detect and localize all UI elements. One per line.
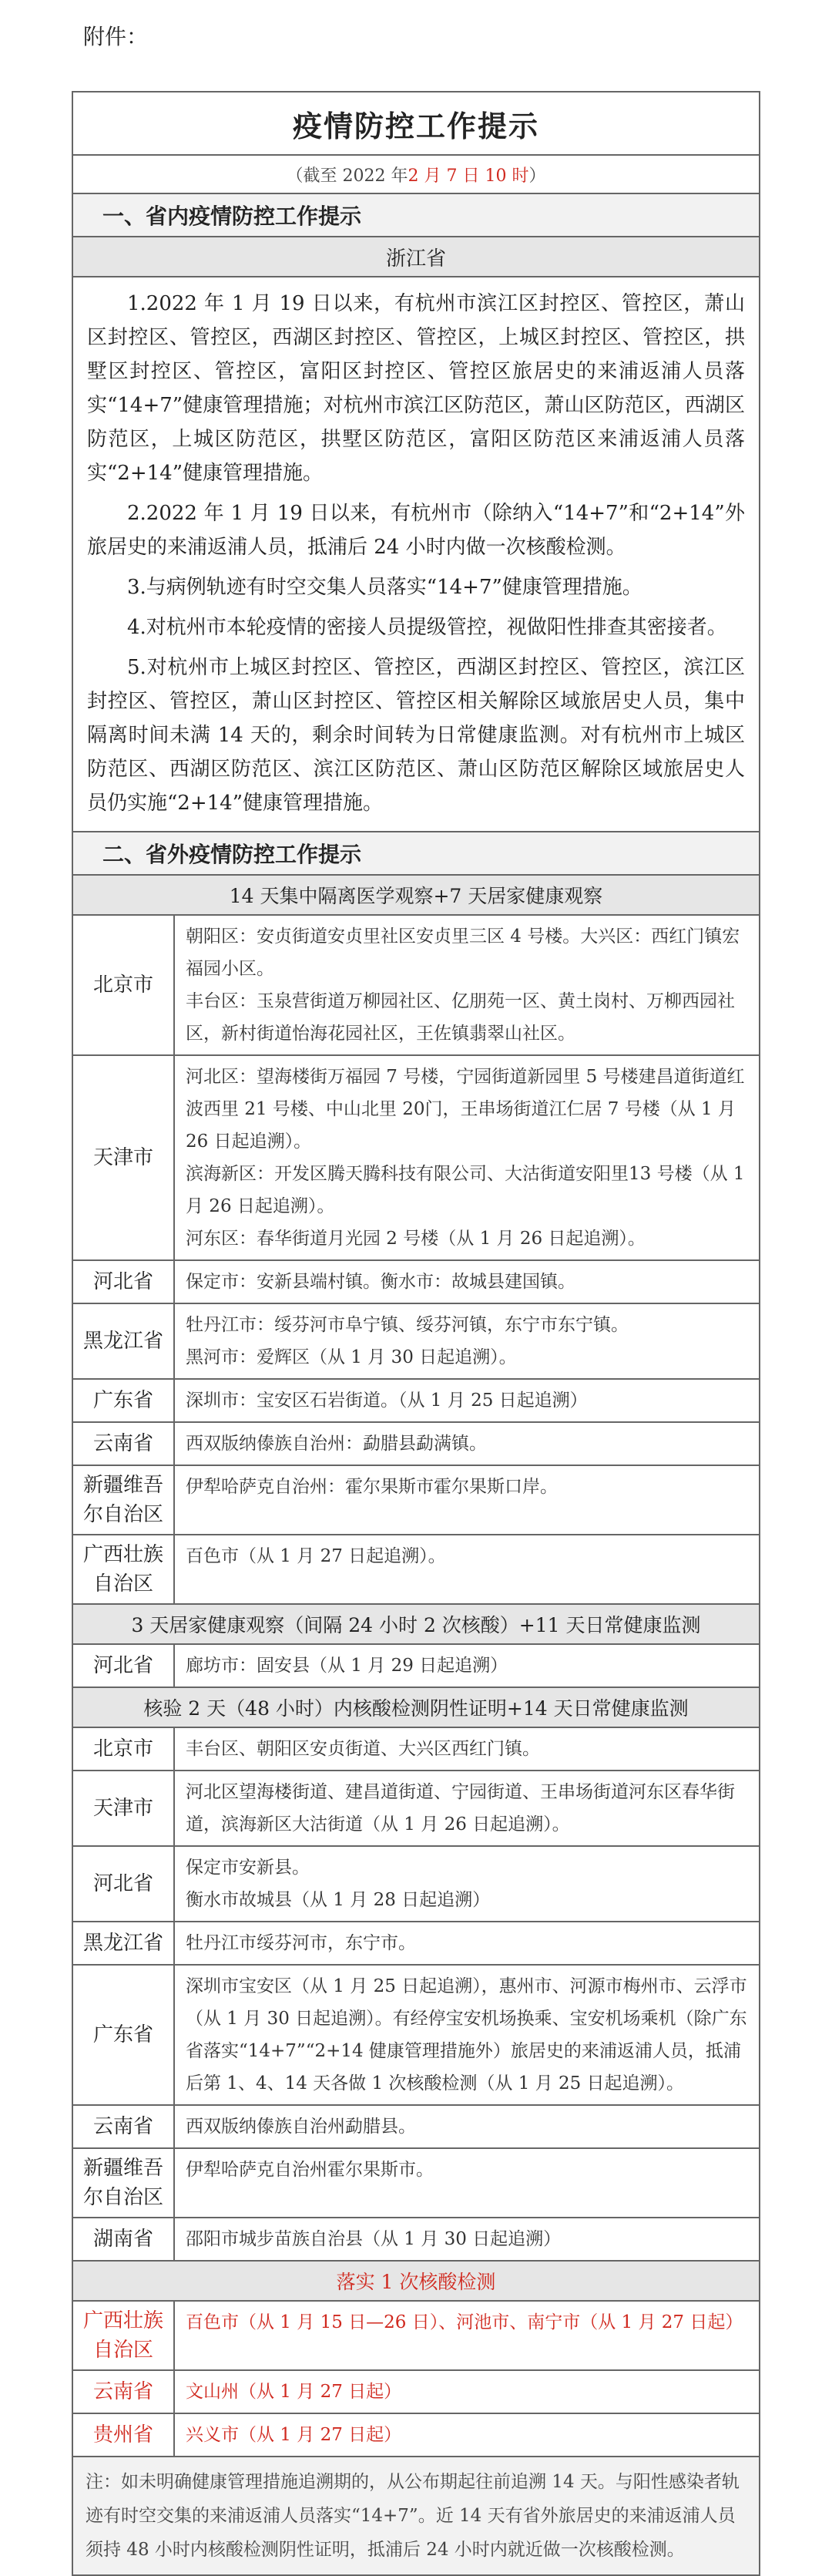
category-3-rows xyxy=(73,1728,759,2262)
footnote: 注：如未明确健康管理措施追溯期的，从公布期起往前追溯 14 天。与阳性感染者轨迹有时空交集的来浦返浦人员落实“14+7”。近 14 天有省外旅居史的来浦返浦人员须持 48 小时内核酸检测阴性证明，抵浦后 24 小时内就近做一次核酸检测。 xyxy=(73,2457,759,2574)
detail-line: 牡丹江市绥芬河市，东宁市。 xyxy=(186,1933,416,1953)
region-name: 河北省 xyxy=(73,1261,175,1303)
table-row xyxy=(73,1423,759,1466)
table-row xyxy=(73,1056,759,1261)
province-heading: 浙江省 xyxy=(73,237,759,277)
region-detail xyxy=(175,2414,759,2456)
category-4-rows xyxy=(73,2302,759,2457)
detail-line: 保定市：安新县端村镇。衡水市：故城县建国镇。 xyxy=(186,1272,575,1292)
table-row xyxy=(73,1966,759,2106)
detail-line: 深圳市宝安区（从 1 月 25 日起追溯），惠州市、河源市梅州市、云浮市（从 1 月 30 日起追溯）。有经停宝安机场换乘、宝安机场乘机（除广东省落实“14+7”“2+14 健康管理措施外）旅居史的来浦返浦人员，抵浦后第 1、4、14 天各做 1 次核酸检测（从 1 月 25 日起追溯）。 xyxy=(186,1976,747,2093)
detail-line: 邵阳市城步苗族自治县（从 1 月 30 日起追溯） xyxy=(186,2229,562,2249)
category-3-heading: 核验 2 天（48 小时）内核酸检测阴性证明+14 天日常健康监测 xyxy=(73,1688,759,1728)
paragraph-2: 2.2022 年 1 月 19 日以来，有杭州市（除纳入“14+7”和“2+14”外旅居史的来浦返浦人员，抵浦后 24 小时内做一次核酸检测。 xyxy=(87,502,745,559)
table-row xyxy=(73,2218,759,2262)
detail-line: 滨海新区：开发区腾天腾科技有限公司、大沽街道安阳里13 号楼（从 1 月 26 日起追溯）。 xyxy=(186,1164,745,1216)
region-name: 河北省 xyxy=(73,1645,175,1687)
detail-line: 牡丹江市：绥芬河市阜宁镇、绥芬河镇，东宁市东宁镇。 xyxy=(186,1315,629,1335)
region-detail xyxy=(175,1771,759,1845)
category-1-rows xyxy=(73,916,759,1605)
table-row xyxy=(73,1771,759,1847)
region-detail xyxy=(175,2106,759,2147)
region-detail xyxy=(175,1922,759,1964)
region-detail xyxy=(175,1056,759,1259)
section1-heading: 一、省内疫情防控工作提示 xyxy=(73,194,759,237)
region-name: 黑龙江省 xyxy=(73,1304,175,1378)
region-name: 天津市 xyxy=(73,1056,175,1259)
region-name: 新疆维吾尔自治区 xyxy=(73,2149,175,2217)
section2-heading: 二、省外疫情防控工作提示 xyxy=(73,832,759,876)
detail-line: 河北区望海楼街道、建昌道街道、宁园街道、王串场街道河东区春华街道，滨海新区大沽街道（从 1 月 26 日起追溯）。 xyxy=(186,1782,735,1834)
table-row xyxy=(73,1847,759,1922)
detail-line: 丰台区、朝阳区安贞街道、大兴区西红门镇。 xyxy=(186,1739,540,1759)
detail-line: 西双版纳傣族自治州：勐腊县勐满镇。 xyxy=(186,1434,487,1454)
region-detail xyxy=(175,2149,759,2217)
detail-line: 百色市（从 1 月 15 日—26 日）、河池市、南宁市（从 1 月 27 日起） xyxy=(186,2312,743,2332)
detail-line: 深圳市：宝安区石岩街道。（从 1 月 25 日起追溯） xyxy=(186,1391,588,1411)
section1-paragraphs xyxy=(73,277,759,832)
region-detail xyxy=(175,1535,759,1603)
region-name: 天津市 xyxy=(73,1771,175,1845)
region-name: 贵州省 xyxy=(73,2414,175,2456)
detail-line: 百色市（从 1 月 27 日起追溯）。 xyxy=(186,1546,446,1566)
region-name: 云南省 xyxy=(73,2371,175,2413)
region-name: 广西壮族自治区 xyxy=(73,2302,175,2369)
table-row xyxy=(73,1261,759,1304)
region-detail xyxy=(175,1966,759,2104)
region-detail xyxy=(175,2218,759,2260)
table-row xyxy=(73,1922,759,1966)
notice-table xyxy=(72,91,760,2576)
category-4-heading: 落实 1 次核酸检测 xyxy=(73,2262,759,2302)
region-detail xyxy=(175,1847,759,1921)
table-row xyxy=(73,916,759,1056)
detail-line: 伊犁哈萨克自治州：霍尔果斯市霍尔果斯口岸。 xyxy=(186,1477,558,1497)
detail-line: 伊犁哈萨克自治州霍尔果斯市。 xyxy=(186,2160,434,2180)
region-name: 广西壮族自治区 xyxy=(73,1535,175,1603)
table-row xyxy=(73,1304,759,1380)
date-suffix: ） xyxy=(528,166,546,186)
table-row xyxy=(73,2149,759,2218)
detail-line: 河北区：望海楼街万福园 7 号楼，宁园街道新园里 5 号楼建昌道街道红波西里 21 号楼、中山北里 20门，王串场街道江仁居 7 号楼（从 1 月 26 日起追溯）。 xyxy=(186,1067,745,1152)
table-row xyxy=(73,1728,759,1771)
paragraph-5: 5.对杭州市上城区封控区、管控区，西湖区封控区、管控区，滨江区封控区、管控区，萧山区封控区、管控区相关解除区域旅居史人员，集中隔离时间未满 14 天的，剩余时间转为日常健康监测。对有杭州市上城区防范区、西湖区防范区、滨江区防范区、萧山区防范区解除区域旅居史人员仍实施“2+14”健康管理措施。 xyxy=(87,656,745,815)
region-name: 黑龙江省 xyxy=(73,1922,175,1964)
region-detail xyxy=(175,916,759,1054)
table-row xyxy=(73,1466,759,1535)
detail-line: 文山州（从 1 月 27 日起） xyxy=(186,2382,402,2402)
region-detail xyxy=(175,1423,759,1465)
detail-line: 河东区：春华街道月光园 2 号楼（从 1 月 26 日起追溯）。 xyxy=(186,1229,646,1249)
detail-line: 兴义市（从 1 月 27 日起） xyxy=(186,2425,402,2445)
detail-line: 衡水市故城县（从 1 月 28 日起追溯） xyxy=(186,1890,491,1910)
table-row xyxy=(73,2106,759,2149)
region-name: 广东省 xyxy=(73,1966,175,2104)
paragraph-1: 1.2022 年 1 月 19 日以来，有杭州市滨江区封控区、管控区，萧山区封控区、管控区，西湖区封控区、管控区，上城区封控区、管控区，拱墅区封控区、管控区，富阳区封控区、管控区旅居史的来浦返浦人员落实“14+7”健康管理措施；对杭州市滨江区防范区，萧山区防范区，西湖区防范区，上城区防范区，拱墅区防范区，富阳区防范区来浦返浦人员落实“2+14”健康管理措施。 xyxy=(87,292,745,485)
detail-line: 西双版纳傣族自治州勐腊县。 xyxy=(186,2117,416,2137)
region-name: 广东省 xyxy=(73,1380,175,1421)
date-highlight: 2 月 7 日 10 时 xyxy=(408,166,529,186)
detail-line: 朝阳区：安贞街道安贞里社区安贞里三区 4 号楼。大兴区：西红门镇宏福园小区。 xyxy=(186,926,740,979)
category-1-heading: 14 天集中隔离医学观察+7 天居家健康观察 xyxy=(73,876,759,916)
region-detail xyxy=(175,1304,759,1378)
detail-line: 黑河市：爱辉区（从 1 月 30 日起追溯）。 xyxy=(186,1347,517,1367)
region-detail xyxy=(175,1728,759,1770)
page-title: 疫情防控工作提示 xyxy=(73,92,759,156)
attachment-label: 附件： xyxy=(83,24,149,49)
region-detail xyxy=(175,1466,759,1534)
region-detail xyxy=(175,2302,759,2369)
date-line xyxy=(73,156,759,194)
region-name: 河北省 xyxy=(73,1847,175,1921)
detail-line: 保定市安新县。 xyxy=(186,1858,310,1878)
region-detail xyxy=(175,2371,759,2413)
region-name: 云南省 xyxy=(73,1423,175,1465)
table-row xyxy=(73,1380,759,1423)
detail-line: 廊坊市：固安县（从 1 月 29 日起追溯） xyxy=(186,1656,508,1676)
paragraph-4: 4.对杭州市本轮疫情的密接人员提级管控，视做阳性排查其密接者。 xyxy=(127,616,727,639)
category-2-heading: 3 天居家健康观察（间隔 24 小时 2 次核酸）+11 天日常健康监测 xyxy=(73,1605,759,1645)
detail-line: 丰台区：玉泉营街道万柳园社区、亿朋苑一区、黄土岗村、万柳西园社区，新村街道怡海花园社区，王佐镇翡翠山社区。 xyxy=(186,991,735,1044)
table-row xyxy=(73,2371,759,2414)
date-prefix: （截至 2022 年 xyxy=(286,166,408,186)
region-name: 云南省 xyxy=(73,2106,175,2147)
region-name: 新疆维吾尔自治区 xyxy=(73,1466,175,1534)
region-detail xyxy=(175,1380,759,1421)
table-row xyxy=(73,1645,759,1688)
table-row xyxy=(73,2302,759,2371)
region-name: 湖南省 xyxy=(73,2218,175,2260)
region-name: 北京市 xyxy=(73,1728,175,1770)
category-2-rows xyxy=(73,1645,759,1688)
paragraph-3: 3.与病例轨迹有时空交集人员落实“14+7”健康管理措施。 xyxy=(127,576,642,599)
region-detail xyxy=(175,1645,759,1687)
region-name: 北京市 xyxy=(73,916,175,1054)
table-row xyxy=(73,2414,759,2457)
region-detail xyxy=(175,1261,759,1303)
table-row xyxy=(73,1535,759,1605)
